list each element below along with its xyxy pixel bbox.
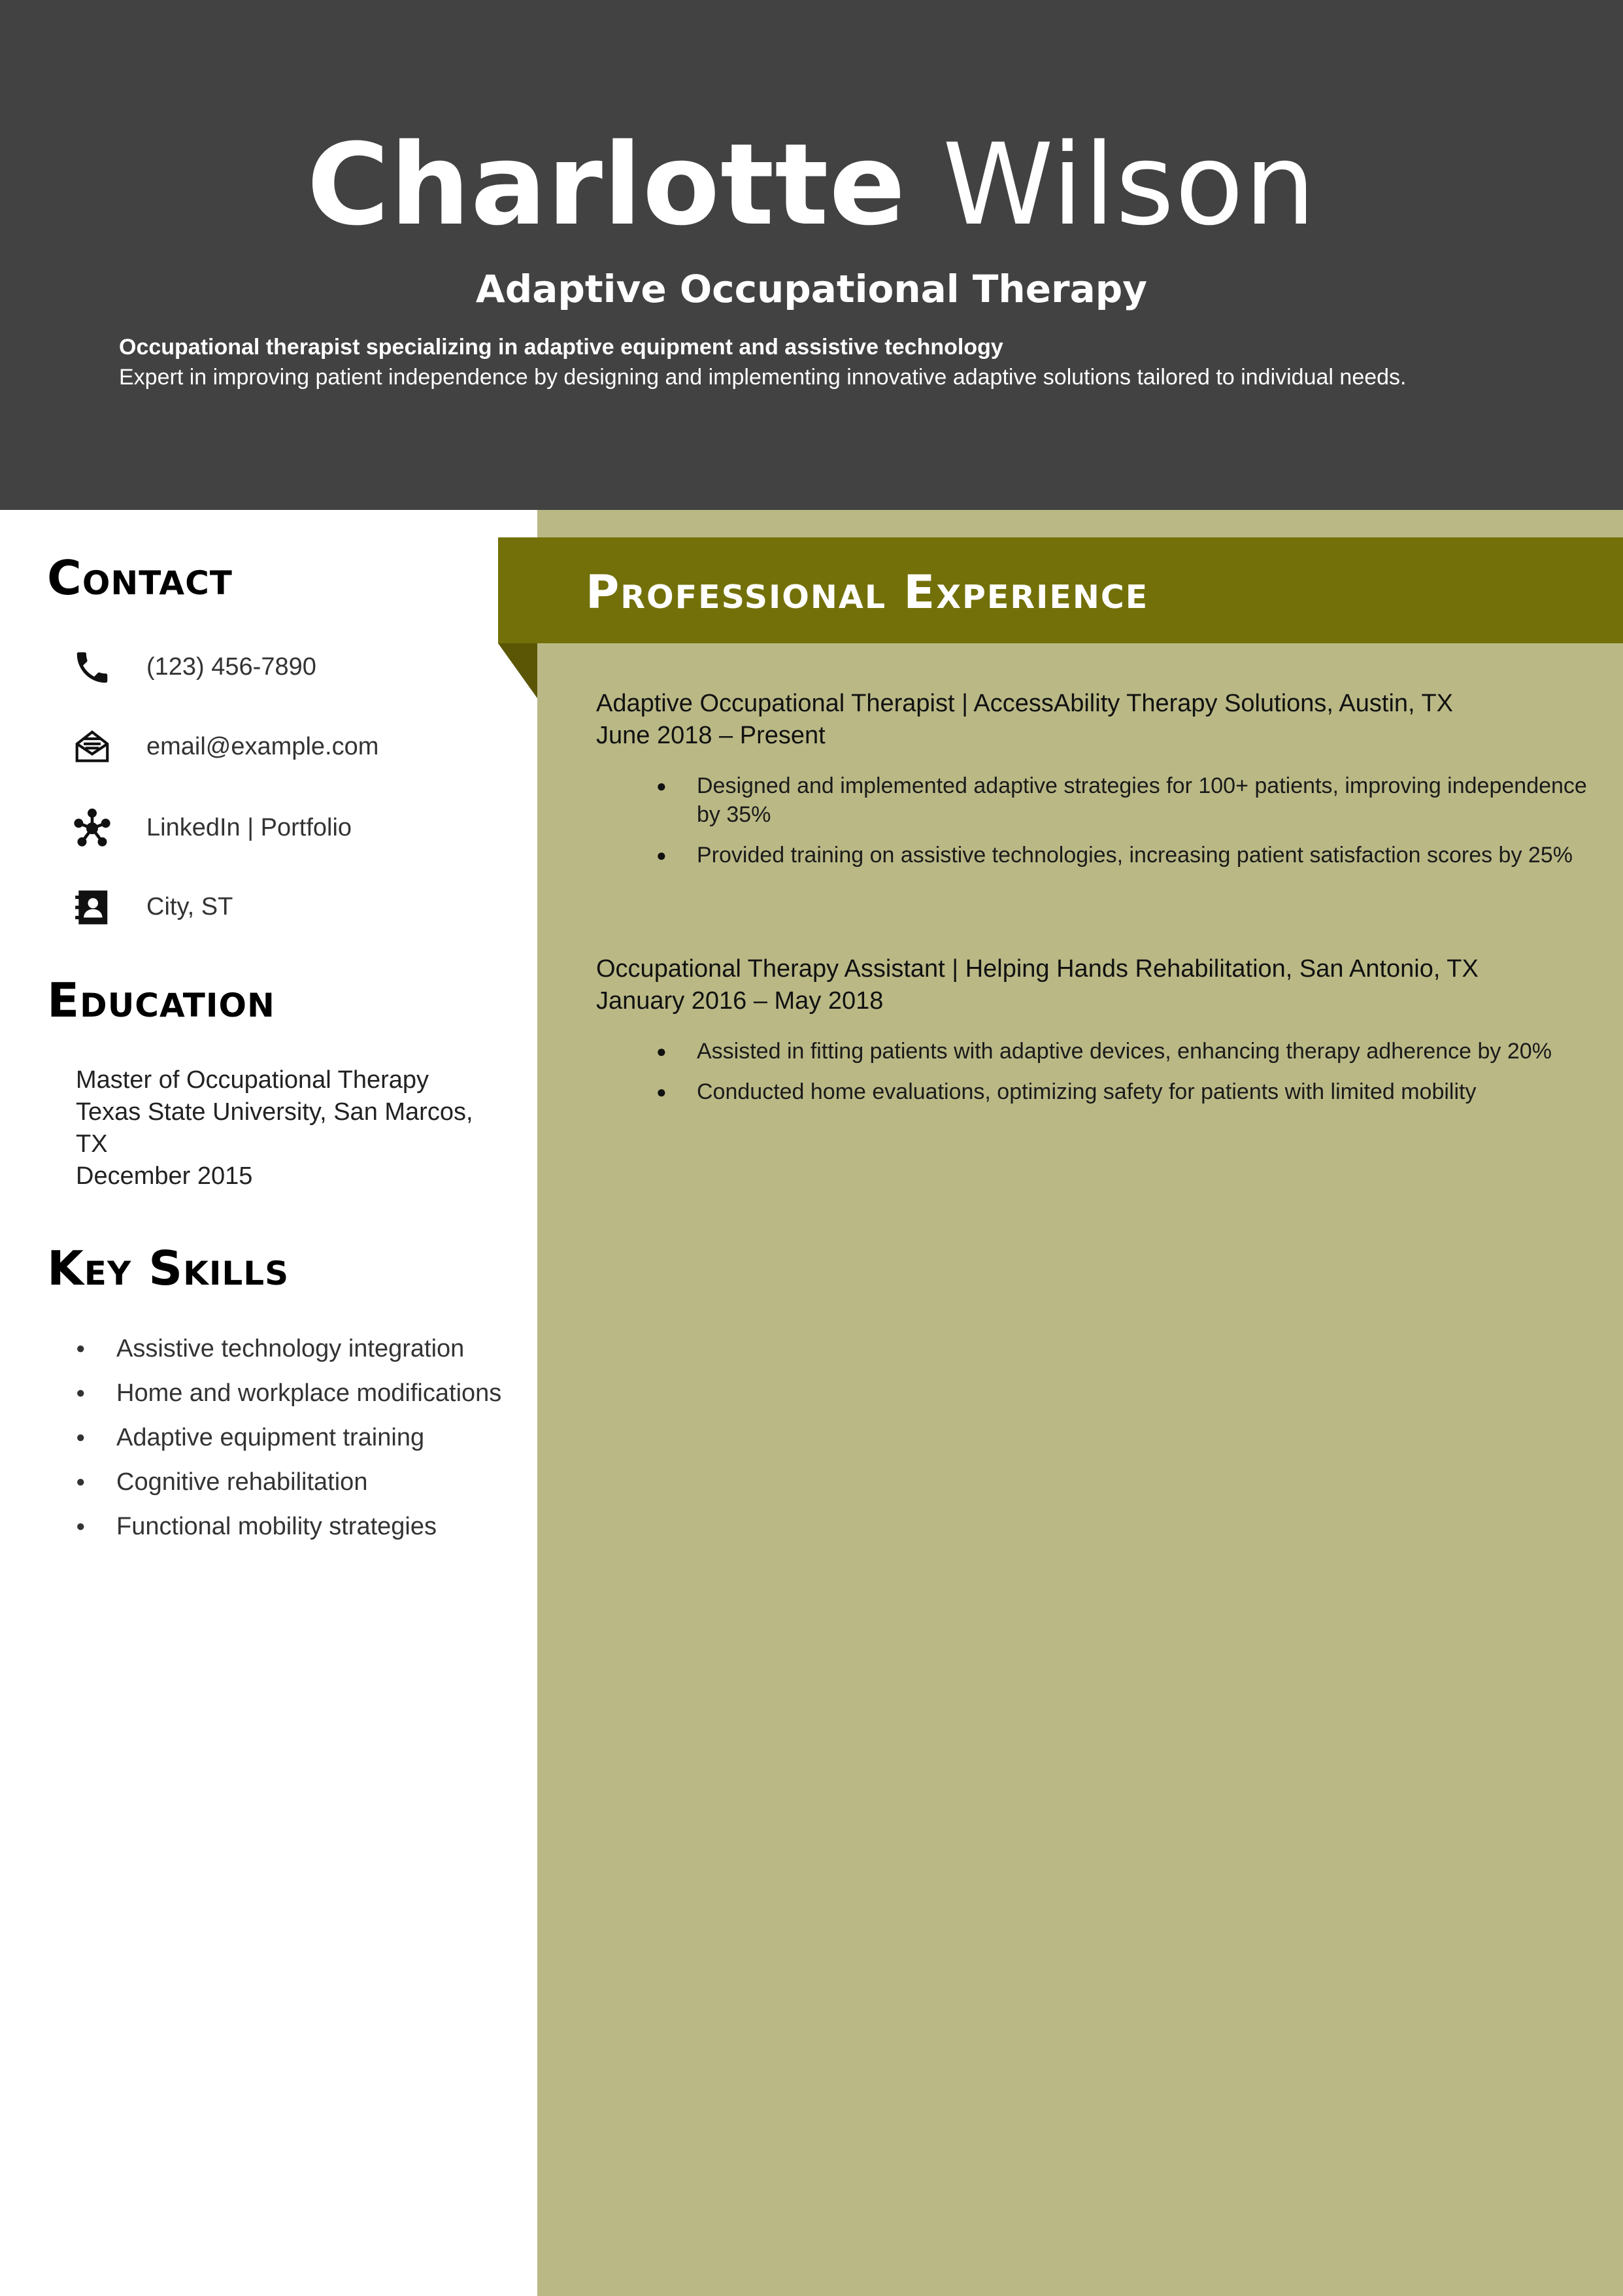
email-text: email@example.com [146, 733, 379, 760]
skills-list [76, 1334, 520, 1556]
phone-icon [72, 647, 112, 688]
job-title: Adaptive Occupational Therapy [475, 267, 1148, 311]
job-bullets [596, 1037, 1590, 1106]
job-bullet: ● Designed and implemented adaptive strategies for 100+ patients, improving independence by 35% [596, 771, 1590, 829]
job-dates: June 2018 – Present [596, 722, 826, 749]
job-title-line: Occupational Therapy Assistant | Helping Hands Rehabilitation, San Antonio, TX [596, 955, 1479, 983]
summary-headline: Occupational therapist specializing in adaptive equipment and assistive technology [119, 335, 1003, 360]
graduation-date: December 2015 [76, 1162, 253, 1190]
education-heading: Education [47, 973, 275, 1028]
job-entry [596, 688, 1590, 881]
contact-links [72, 805, 516, 851]
summary [119, 332, 1518, 392]
links-text: LinkedIn | Portfolio [146, 814, 352, 841]
candidate-name [0, 116, 1623, 254]
job-bullet: ● Provided training on assistive technologies, increasing patient satisfaction scores by 25% [596, 841, 1590, 869]
location-text: City, ST [146, 893, 233, 920]
first-name: Charlotte [307, 119, 907, 250]
summary-text: Expert in improving patient independence by designing and implementing innovative adaptive solutions tailored to individual needs. [119, 365, 1407, 390]
skills-heading: Key Skills [47, 1241, 290, 1296]
skill-item: ● Home and workplace modifications [76, 1378, 520, 1408]
resume-header [0, 0, 1623, 510]
education-entry [76, 1064, 507, 1192]
contact-phone [72, 644, 516, 690]
school-line: Texas State University, San Marcos, [76, 1098, 473, 1126]
envelope-icon [72, 727, 112, 768]
school-line: TX [76, 1130, 108, 1158]
last-name: Wilson [942, 119, 1316, 250]
contact-email [72, 724, 516, 769]
skill-item: ● Cognitive rehabilitation [76, 1467, 520, 1497]
job-dates: January 2016 – May 2018 [596, 987, 884, 1015]
job-title-line: Adaptive Occupational Therapist | AccessAbility Therapy Solutions, Austin, TX [596, 690, 1454, 717]
phone-text: (123) 456-7890 [146, 653, 316, 681]
experience-heading: Professional Experience [586, 566, 1149, 619]
degree: Master of Occupational Therapy [76, 1066, 429, 1094]
job-entry [596, 953, 1590, 1118]
address-book-icon [72, 887, 112, 928]
contact-location [72, 884, 516, 930]
network-icon [72, 808, 112, 849]
skill-item: ● Adaptive equipment training [76, 1423, 520, 1453]
contact-heading: Contact [47, 550, 233, 605]
skill-item: ● Functional mobility strategies [76, 1511, 520, 1542]
job-bullet: ● Assisted in fitting patients with adaptive devices, enhancing therapy adherence by 20% [596, 1037, 1590, 1066]
job-bullet: ● Conducted home evaluations, optimizing safety for patients with limited mobility [596, 1077, 1590, 1106]
skill-item: ● Assistive technology integration [76, 1334, 520, 1364]
job-bullets [596, 771, 1590, 869]
